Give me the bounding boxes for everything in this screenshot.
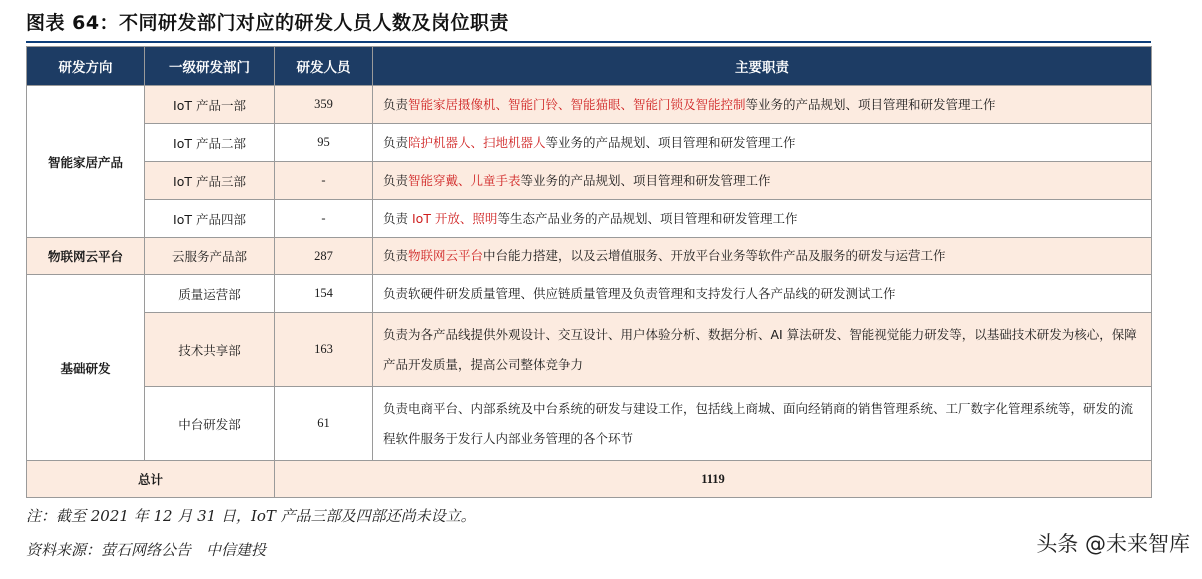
duty-highlight: 智能家居摄像机、智能门铃、智能猫眼、智能门锁及智能控制: [408, 96, 746, 112]
duty-cell: [373, 162, 1152, 200]
duty-text: 等生态产品业务的产品规划、项目管理和研发管理工作: [497, 210, 798, 226]
header-duties: 主要职责: [373, 47, 1152, 86]
total-label: 总计: [27, 461, 275, 498]
duty-cell: [373, 387, 1152, 461]
duty-text: 等业务的产品规划、项目管理和研发管理工作: [545, 134, 796, 150]
duty-highlight: 陪护机器人、扫地机器人: [408, 134, 546, 150]
duty-highlight: 智能穿戴、儿童手表: [408, 172, 521, 188]
dept-cell: IoT 产品一部: [145, 86, 275, 124]
dept-cell: IoT 产品四部: [145, 200, 275, 238]
table-row: [27, 162, 1152, 200]
duty-cell: [373, 86, 1152, 124]
staff-cell: 154: [275, 275, 373, 313]
duty-text: 负责: [383, 210, 412, 226]
staff-cell: 359: [275, 86, 373, 124]
table-row: [27, 387, 1152, 461]
duty-cell: [373, 124, 1152, 162]
source-line: 资料来源：萤石网络公告 中信建投: [26, 541, 267, 559]
table-row: [27, 200, 1152, 238]
table-row: [27, 313, 1152, 387]
duty-text: 中台能力搭建，以及云增值服务、开放平台业务等软件产品及服务的研发与运营工作: [483, 248, 946, 263]
group-iot-cloud: 物联网云平台: [27, 238, 145, 275]
header-staff: 研发人员: [275, 47, 373, 86]
duty-highlight: IoT 开放、照明: [411, 210, 498, 226]
total-row: [27, 461, 1152, 498]
dept-cell: IoT 产品三部: [145, 162, 275, 200]
header-department: 一级研发部门: [145, 47, 275, 86]
table-row: [27, 124, 1152, 162]
dept-cell: 中台研发部: [145, 387, 275, 461]
staff-cell: -: [275, 200, 373, 238]
footnote: 注：截至 2021 年 12 月 31 日，IoT 产品三部及四部还尚未设立。: [26, 507, 476, 525]
header-direction: 研发方向: [27, 47, 145, 86]
duty-text: 等业务的产品规划、项目管理和研发管理工作: [745, 96, 996, 112]
table-row: [27, 275, 1152, 313]
dept-cell: IoT 产品二部: [145, 124, 275, 162]
duty-text: 负责软硬件研发质量管理、供应链质量管理及负责管理和支持发行人各产品线的研发测试工作: [383, 285, 896, 301]
duty-cell: [373, 275, 1152, 313]
duty-text: 等业务的产品规划、项目管理和研发管理工作: [520, 172, 771, 188]
table-row: [27, 86, 1152, 124]
dept-cell: 技术共享部: [145, 313, 275, 387]
table-header-row: [27, 47, 1152, 86]
staff-cell: 287: [275, 238, 373, 275]
duty-text: 负责: [383, 96, 409, 112]
dept-cell: 云服务产品部: [145, 238, 275, 275]
total-value: 1119: [275, 461, 1152, 498]
duty-cell: [373, 200, 1152, 238]
group-basic-rd: 基础研发: [27, 275, 145, 461]
duty-text: 负责: [383, 172, 409, 188]
duty-text: 负责: [383, 134, 409, 150]
duty-cell: [373, 238, 1152, 275]
duty-cell: [373, 313, 1152, 387]
table-row: [27, 238, 1152, 275]
duty-text: 负责为各产品线提供外观设计、交互设计、用户体验分析、数据分析、AI 算法研发、智能视觉能力研发等，以基础技术研发为核心，保障产品开发质量，提高公司整体竞争力: [383, 326, 1137, 372]
rd-department-table: [26, 46, 1152, 498]
staff-cell: 61: [275, 387, 373, 461]
duty-highlight: 物联网云平台: [408, 248, 484, 263]
title-rule: [26, 41, 1151, 43]
figure-title: 图表 64：不同研发部门对应的研发人员人数及岗位职责: [26, 12, 510, 34]
duty-text: 负责: [383, 248, 409, 263]
group-smart-home: 智能家居产品: [27, 86, 145, 238]
staff-cell: 163: [275, 313, 373, 387]
staff-cell: 95: [275, 124, 373, 162]
duty-text: 负责电商平台、内部系统及中台系统的研发与建设工作，包括线上商城、面向经销商的销售管理系统、工厂数字化管理系统等，研发的流程软件服务于发行人内部业务管理的各个环节: [383, 400, 1134, 446]
staff-cell: -: [275, 162, 373, 200]
dept-cell: 质量运营部: [145, 275, 275, 313]
watermark-text: 头条 @未来智库: [1036, 532, 1190, 556]
